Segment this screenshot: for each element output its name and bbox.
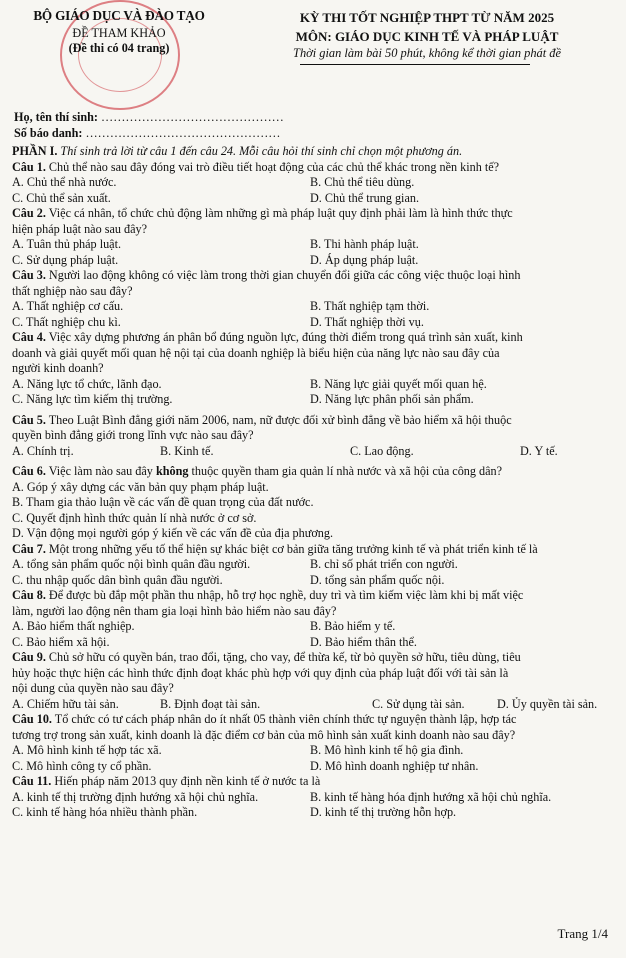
- option-d: D. Áp dụng pháp luật.: [310, 252, 419, 267]
- option-d: D. kinh tế thị trường hỗn hợp.: [310, 805, 457, 819]
- options-row: [12, 191, 614, 207]
- option-c: C. Chủ thể sản xuất.: [12, 190, 111, 205]
- question-text: Tổ chức có tư cách pháp nhân do ít nhất 05 thành viên chính thức tự nguyện thành lập, hợp tác: [54, 712, 517, 726]
- question-number: Câu 4.: [12, 330, 46, 344]
- question-text: Để được bù đắp một phần thu nhập, hỗ trợ học nghề, duy trì và tìm kiếm việc làm khi bị mất việc: [48, 588, 524, 602]
- question-number: Câu 7.: [12, 541, 46, 556]
- option-a: A. Bảo hiểm thất nghiệp.: [12, 619, 135, 633]
- question-number: Câu 11.: [12, 774, 52, 788]
- question-text: Theo Luật Bình đẳng giới năm 2006, nam, nữ được đối xử bình đẳng về bảo hiểm xã hội thuộc: [48, 412, 512, 427]
- option-b: B. Bảo hiểm y tế.: [310, 619, 396, 633]
- question-number: Câu 3.: [12, 268, 46, 282]
- question-3: [12, 268, 614, 284]
- option-c: C. Mô hình công ty cổ phần.: [12, 758, 152, 773]
- question-9: [12, 650, 614, 666]
- question-4: [12, 330, 614, 346]
- options-row: [12, 743, 614, 759]
- question-text: Việc cá nhân, tổ chức chủ động làm những gì mà pháp luật quy định phải làm là hình thức thực: [48, 206, 513, 220]
- option-a: A. Chủ thể nhà nước.: [12, 175, 117, 189]
- option-c: C. Lao động.: [350, 443, 414, 458]
- question-text-cont: người kinh doanh?: [12, 361, 104, 375]
- options-row: [12, 759, 614, 775]
- question-5: [12, 413, 614, 429]
- subject-title: MÔN: GIÁO DỤC KINH TẾ VÀ PHÁP LUẬT: [295, 28, 559, 44]
- option-d: D. Vận động mọi người góp ý kiến về các vấn đề của địa phương.: [12, 526, 334, 540]
- options-row: [12, 299, 614, 315]
- question-text: Người lao động không có việc làm trong thời gian chuyển đổi giữa các công việc thuộc loại hình: [48, 268, 521, 282]
- option-b: B. chỉ số phát triển con người.: [310, 557, 458, 571]
- option-c: C. thu nhập quốc dân bình quân đầu người.: [12, 572, 223, 587]
- question-text-cont: làm, người lao động nên tham gia loại hình bảo hiểm nào sau đây?: [12, 603, 337, 618]
- header-divider: [300, 64, 530, 65]
- options-row: [12, 253, 614, 269]
- question-number: Câu 5.: [12, 412, 46, 427]
- option-d: D. Thất nghiệp thời vụ.: [310, 314, 424, 329]
- option-c: C. Sử dụng tài sản.: [372, 696, 465, 711]
- id-field: …………………………………………: [85, 126, 281, 140]
- option-b: B. Tham gia thảo luận về các vấn đề quan trọng của đất nước.: [12, 495, 314, 509]
- option-a: A. tổng sản phẩm quốc nội bình quân đầu người.: [12, 557, 251, 571]
- option-b: B. Mô hình kinh tế hộ gia đình.: [310, 743, 464, 757]
- question-text-cont: hủy hoặc thực hiện các hình thức định đoạt khác phù hợp với quy định của pháp luật đối với tài sản là: [12, 665, 509, 680]
- question-6: [12, 464, 614, 480]
- option-c: C. Quyết định hình thức quản lí nhà nước ở cơ sở.: [12, 510, 257, 525]
- option-b: B. Định đoạt tài sản.: [160, 696, 261, 711]
- question-number: Câu 2.: [12, 206, 46, 220]
- id-label: Số báo danh:: [14, 126, 83, 140]
- question-2: [12, 206, 614, 222]
- question-8: [12, 588, 614, 604]
- question-text-cont: doanh và giải quyết mối quan hệ nội tại của doanh nghiệp là biểu hiện của năng lực nào sau đây của: [12, 345, 500, 360]
- question-text: Chủ sở hữu có quyền bán, trao đổi, tặng, cho vay, để thừa kế, từ bỏ quyền sở hữu, tiêu dùng, tiêu: [48, 650, 521, 664]
- ministry-name: BỘ GIÁO DỤC VÀ ĐÀO TẠO: [33, 8, 205, 23]
- option-c: C. Bảo hiểm xã hội.: [12, 634, 110, 649]
- name-field: ………………………………………: [101, 110, 284, 124]
- candidate-info: [14, 110, 614, 142]
- question-7: [12, 542, 614, 558]
- option-c: C. Thất nghiệp chu kì.: [12, 314, 121, 329]
- option-a: A. Góp ý xây dựng các văn bản quy phạm pháp luật.: [12, 479, 269, 494]
- options-row: [12, 805, 614, 821]
- option-b: B. Kinh tế.: [160, 443, 214, 458]
- option-d: D. Ủy quyền tài sản.: [497, 696, 598, 711]
- option-d: D. Chủ thể trung gian.: [310, 190, 419, 205]
- question-number: Câu 10.: [12, 712, 52, 726]
- question-number: Câu 8.: [12, 588, 46, 602]
- option-b: B. kinh tế hàng hóa định hướng xã hội chủ nghĩa.: [310, 789, 552, 804]
- part-heading: [12, 144, 614, 160]
- question-number: Câu 9.: [12, 650, 46, 664]
- question-text-cont: thất nghiệp nào sau đây?: [12, 283, 133, 298]
- question-text-cont: nội dung của quyền nào sau đây?: [12, 681, 174, 695]
- option-b: B. Năng lực giải quyết mối quan hệ.: [310, 376, 487, 391]
- question-text: Việc xây dựng phương án phân bổ đúng nguồn lực, đúng thời điểm trong quá trình sản xuất, kinh: [48, 330, 523, 344]
- options-row: [12, 377, 614, 393]
- option-c: C. kinh tế hàng hóa nhiều thành phần.: [12, 805, 198, 819]
- option-a: A. Chiếm hữu tài sản.: [12, 696, 119, 711]
- question-text: Chủ thể nào sau đây đóng vai trò điều tiết hoạt động của các chủ thể khác trong nền kinh tế?: [48, 159, 500, 174]
- question-number: Câu 1.: [12, 159, 46, 174]
- option-d: D. Bảo hiểm thân thể.: [310, 634, 417, 649]
- time-note: Thời gian làm bài 50 phút, không kể thời gian phát đề: [293, 46, 561, 60]
- header-right: [242, 10, 612, 62]
- options-row: [12, 697, 614, 713]
- part-instruction: Thí sinh trả lời từ câu 1 đến câu 24. Mỗi câu hỏi thí sinh chỉ chọn một phương án.: [60, 144, 463, 158]
- option-d: D. Mô hình doanh nghiệp tư nhân.: [310, 758, 479, 773]
- question-emphasis: không: [155, 464, 189, 478]
- question-text-cont: quyền bình đẳng giới trong lĩnh vực nào sau đây?: [12, 428, 254, 442]
- question-number: Câu 6.: [12, 464, 46, 478]
- doc-type: ĐỀ THAM KHẢO: [72, 25, 166, 40]
- option-a: A. kinh tế thị trường định hướng xã hội chủ nghĩa.: [12, 789, 259, 804]
- options-row: [12, 790, 614, 806]
- questions-body: [12, 144, 614, 821]
- options-row: [12, 237, 614, 253]
- option-b: B. Chủ thể tiêu dùng.: [310, 175, 415, 189]
- question-11: [12, 774, 614, 790]
- options-row: [12, 175, 614, 191]
- option-b: B. Thi hành pháp luật.: [310, 237, 419, 251]
- options-row: [12, 557, 614, 573]
- name-label: Họ, tên thí sinh:: [14, 110, 98, 124]
- question-text: Hiến pháp năm 2013 quy định nền kinh tế ở nước ta là: [54, 774, 321, 788]
- option-d: D. Y tế.: [520, 443, 558, 458]
- option-a: A. Mô hình kinh tế hợp tác xã.: [12, 743, 162, 757]
- header-left: [14, 8, 224, 57]
- option-d: D. Năng lực phân phối sản phẩm.: [310, 392, 474, 406]
- question-text-cont: tương trợ trong sản xuất, kinh doanh là đặc điểm cơ bản của mô hình sản xuất kinh doanh nào sau đây?: [12, 727, 516, 742]
- options-row: [12, 573, 614, 589]
- option-b: B. Thất nghiệp tạm thời.: [310, 299, 430, 313]
- question-10: [12, 712, 614, 728]
- question-text: Việc làm nào sau đây: [48, 464, 153, 478]
- pages-note: (Đề thi có 04 trang): [68, 41, 170, 55]
- options-row: [12, 619, 614, 635]
- exam-title: KỲ THI TỐT NGHIỆP THPT TỪ NĂM 2025: [299, 10, 555, 25]
- options-row: [12, 392, 614, 408]
- option-c: C. Sử dụng pháp luật.: [12, 252, 119, 267]
- part-label: PHẦN I.: [12, 144, 58, 158]
- option-d: D. tổng sản phẩm quốc nội.: [310, 572, 445, 587]
- options-row: [12, 444, 614, 460]
- question-text: thuộc quyền tham gia quản lí nhà nước và xã hội của công dân?: [191, 464, 503, 478]
- page-number: Trang 1/4: [557, 926, 608, 941]
- option-a: A. Chính trị.: [12, 443, 74, 458]
- options-row: [12, 315, 614, 331]
- options-row: [12, 635, 614, 651]
- option-a: A. Tuân thủ pháp luật.: [12, 237, 122, 251]
- question-text-cont: hiện pháp luật nào sau đây?: [12, 221, 148, 236]
- option-a: A. Thất nghiệp cơ cấu.: [12, 299, 124, 313]
- option-c: C. Năng lực tìm kiếm thị trường.: [12, 392, 173, 406]
- question-text: Một trong những yếu tố thể hiện sự khác biệt cơ bản giữa tăng trưởng kinh tế và phát triển kinh tế là: [48, 541, 538, 556]
- question-1: [12, 160, 614, 176]
- option-a: A. Năng lực tổ chức, lãnh đạo.: [12, 376, 162, 391]
